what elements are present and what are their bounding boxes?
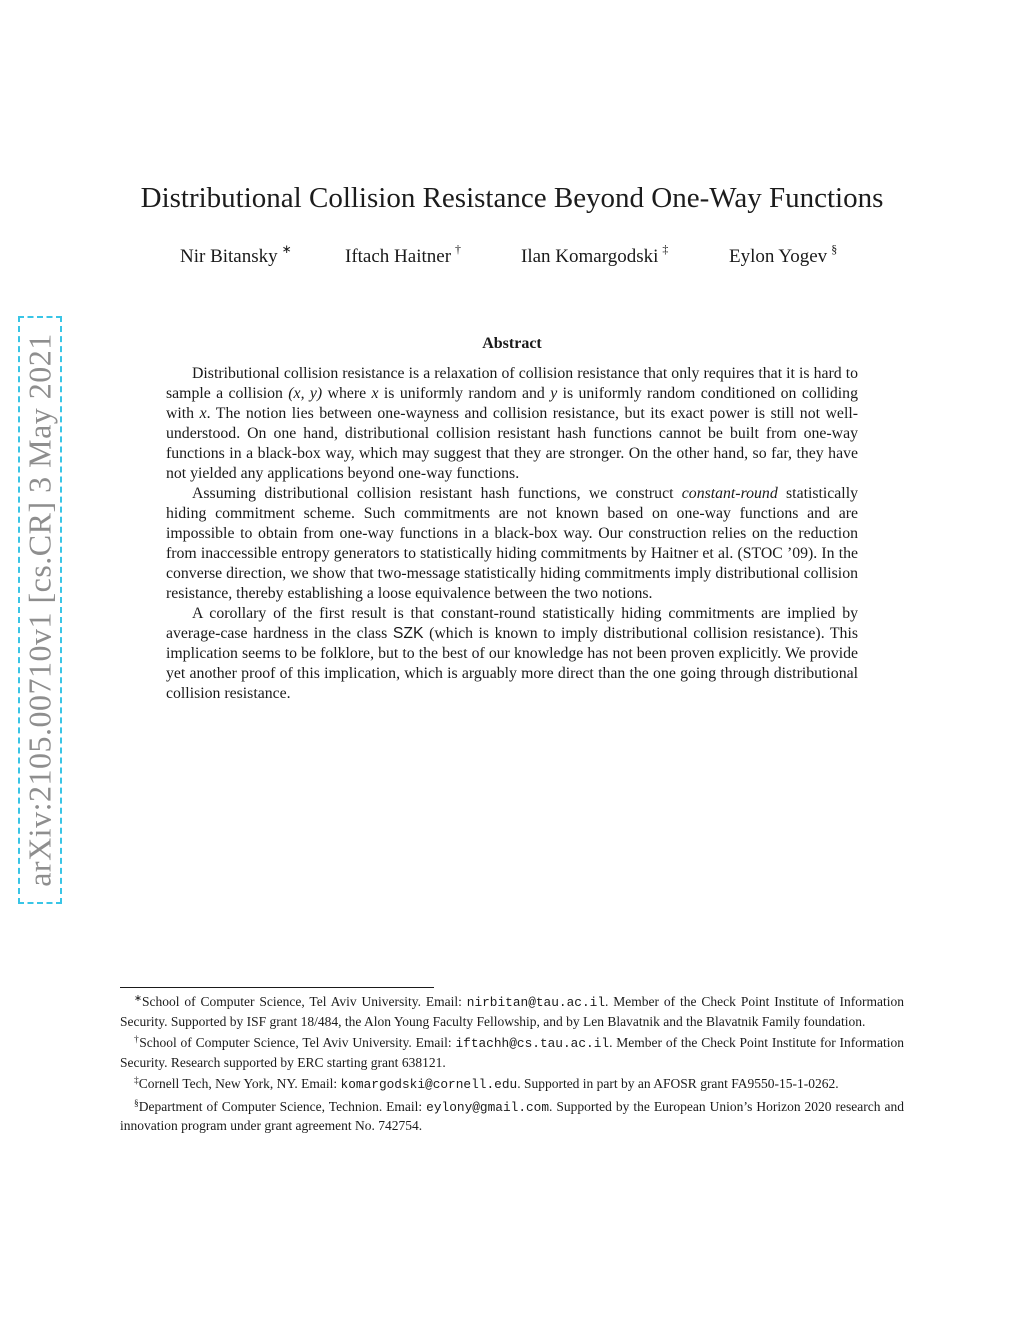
math-x: x	[371, 385, 379, 402]
text-run: Distributional collision resistance is a relaxation of collision resistance that only requires that it is hard to sample a collision	[166, 365, 858, 402]
footnote-mark: ‡	[134, 1076, 139, 1086]
abstract-body	[166, 364, 858, 704]
text-run: . Member of the Check Point Institute for Information Security. Research supported by ERC starting grant 638121.	[120, 1035, 904, 1070]
text-run: Cornell Tech, New York, NY. Email:	[138, 1076, 341, 1091]
arxiv-stamp	[18, 316, 62, 904]
text-run: School of Computer Science, Tel Aviv University. Email:	[141, 994, 467, 1009]
email-link[interactable]: nirbitan@tau.ac.il	[466, 995, 605, 1010]
footnote-mark: †	[134, 1035, 140, 1045]
email-link[interactable]: eylony@gmail.com	[426, 1099, 550, 1115]
author	[729, 242, 837, 268]
text-run: statistically hiding commitment scheme. Such commitments are not known based on one-way functions and are impossible to obtain from one-way functions in a black-box way. Our construction relies on the reduction from inaccessible entropy generators to statistically hiding commitments by Haitner et al. (STOC ’09). In the converse direction, we show that two-message statistically hiding commitments imply distributional collision resistance, thereby establishing a loose equivalence between the two notions.	[166, 485, 858, 602]
footnote	[120, 990, 904, 1031]
footnote	[120, 1095, 904, 1136]
arxiv-stamp-text: arXiv:2105.00710v1 [cs.CR] 3 May 2021	[21, 333, 58, 887]
math-x: x	[199, 405, 207, 422]
email-link[interactable]: iftachh@cs.tau.ac.il	[455, 1036, 610, 1051]
footnote-mark: §	[134, 1098, 139, 1109]
abstract-paragraph	[166, 604, 858, 704]
footnote-mark[interactable]: †	[455, 242, 462, 256]
author-name: Ilan Komargodski	[521, 246, 659, 267]
text-run: Department of Computer Science, Technion. Email:	[138, 1098, 427, 1114]
author-name: Nir Bitansky	[180, 246, 278, 267]
author	[345, 242, 461, 268]
text-run: . Supported by the European Union’s Horizon 2020 research and innovation program under grant agreement No. 742754.	[120, 1098, 904, 1133]
text-run: is uniformly random conditioned on colliding with	[166, 385, 858, 422]
paper-title: Distributional Collision Resistance Beyond One-Way Functions	[140, 182, 884, 214]
complexity-class: SZK	[392, 625, 424, 642]
author-name: Iftach Haitner	[345, 246, 452, 267]
footnote	[120, 1072, 904, 1095]
text-run: (which is known to imply distributional collision resistance). This implication seems to be folklore, but to the best of our knowledge has not been proven explicitly. We provide yet another proof of this implication, which is arguably more direct than the one going through distributional collision resistance.	[166, 625, 858, 702]
text-run: . Member of the Check Point Institute of Information Security. Supported by ISF grant 18/484, the Alon Young Faculty Fellowship, and by Len Blavatnik and the Blavatnik Family foundation.	[120, 994, 904, 1029]
footnote	[120, 1031, 904, 1072]
math-pair: (x, y)	[288, 385, 323, 402]
footnote-mark[interactable]: ‡	[662, 242, 669, 256]
footnote-mark[interactable]: §	[831, 242, 838, 256]
abstract-paragraph	[166, 364, 858, 484]
math-y: y	[550, 385, 558, 402]
author-name: Eylon Yogev	[729, 246, 828, 267]
footnote-mark: ∗	[134, 994, 142, 1004]
abstract-paragraph	[166, 484, 858, 604]
text-run: . Supported in part by an AFOSR grant FA9550-15-1-0262.	[517, 1076, 839, 1091]
footnotes	[120, 990, 904, 1136]
text-run: . The notion lies between one-wayness and collision resistance, but its exact power is still not well-understood. On one hand, distributional collision resistant hash functions cannot be built from one-way functions in a black-box way, which may suggest that they are stronger. On the other hand, so far, they have not yielded any applications beyond one-way functions.	[166, 405, 858, 482]
text-run: School of Computer Science, Tel Aviv University. Email:	[139, 1035, 456, 1050]
footnote-mark[interactable]: ∗	[281, 242, 292, 256]
text-run: is uniformly random and	[378, 385, 551, 402]
text-run: where	[322, 385, 372, 402]
author-list	[120, 242, 904, 272]
abstract-heading: Abstract	[482, 335, 542, 352]
emphasis: constant-round	[681, 485, 778, 502]
author	[180, 242, 292, 268]
author	[521, 242, 668, 268]
footnote-rule	[120, 987, 434, 988]
text-run: Assuming distributional collision resistant hash functions, we construct	[192, 485, 682, 502]
email-link[interactable]: komargodski@cornell.edu	[340, 1077, 518, 1092]
text-run: A corollary of the first result is that constant-round statistically hiding commitments are implied by average-case hardness in the class	[166, 605, 858, 642]
